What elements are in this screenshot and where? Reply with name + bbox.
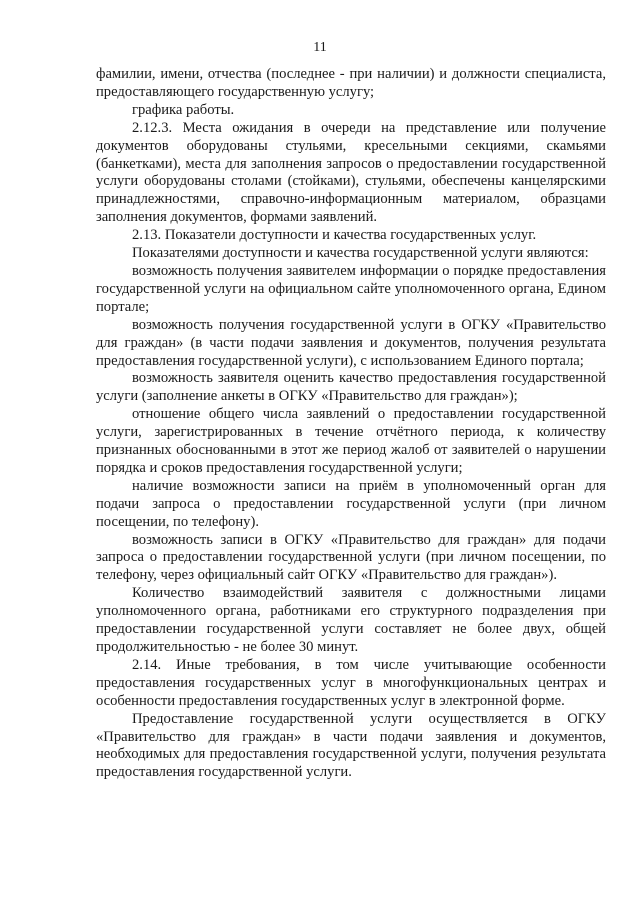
list-item: возможность заявителя оценить качество предоставления государственной услуги (заполнение анкеты в ОГКУ «Правительство для граждан»); [96,370,606,405]
document-body [96,66,606,782]
paragraph: фамилии, имени, отчества (последнее - при наличии) и должности специалиста, предоставляющего государственную услугу; [96,66,606,100]
list-item: возможность получения заявителем информации о порядке предоставления государственной услуги на официальном сайте уполномоченного органа, Едином портале; [96,262,606,315]
paragraph: графика работы. [132,101,235,118]
paragraph: 2.12.3. Места ожидания в очереди на представление или получение документов оборудованы стульями, кресельными секциями, скамьями (банкетками), места для заполнения запросов о предоставлении государственной услуги оборудованы столами (стойками), стульями, обеспечены канцелярскими принадлежностями, справочно-информационным материалом, образцами заполнения документов, формами заявлений. [96,119,606,226]
paragraph: Предоставление государственной услуги осуществляется в ОГКУ «Правительство для граждан» в части подачи заявления и документов, необходимых для предоставления государственной услуги, получения результата предоставления государственной услуги. [96,710,606,781]
list-item: возможность записи в ОГКУ «Правительство для граждан» для подачи запроса о предоставлении государственной услуги (при личном посещении, по телефону, через официальный сайт ОГКУ «Правительство для граждан»). [96,531,606,584]
paragraph: Количество взаимодействий заявителя с должностными лицами уполномоченного органа, работниками его структурного подразделения при предоставлении государственной услуги составляет не более двух, общей продолжительностью - не более 30 минут. [96,585,606,655]
paragraph: Показателями доступности и качества государственной услуги являются: [132,245,589,262]
section-heading: 2.13. Показатели доступности и качества государственных услуг. [132,227,537,244]
list-item: отношение общего числа заявлений о предоставлении государственной услуги, зарегистрированных в течение отчётного периода, к количеству признанных обоснованными в этот же период жалоб от заявителей о нарушении порядка и сроков предоставления государственной услуги; [96,406,606,476]
section-heading: 2.14. Иные требования, в том числе учитывающие особенности предоставления государственных услуг в многофункциональных центрах и особенности предоставления государственных услуг в электронной форме. [96,656,606,709]
list-item: наличие возможности записи на приём в уполномоченный орган для подачи запроса о предоставлении государственной услуги (при личном посещении, по телефону). [96,477,606,530]
list-item: возможность получения государственной услуги в ОГКУ «Правительство для граждан» (в части подачи заявления и документов, получения результата предоставления государственной услуги), с использованием Единого портала; [96,316,606,369]
page-number: 11 [313,40,327,55]
